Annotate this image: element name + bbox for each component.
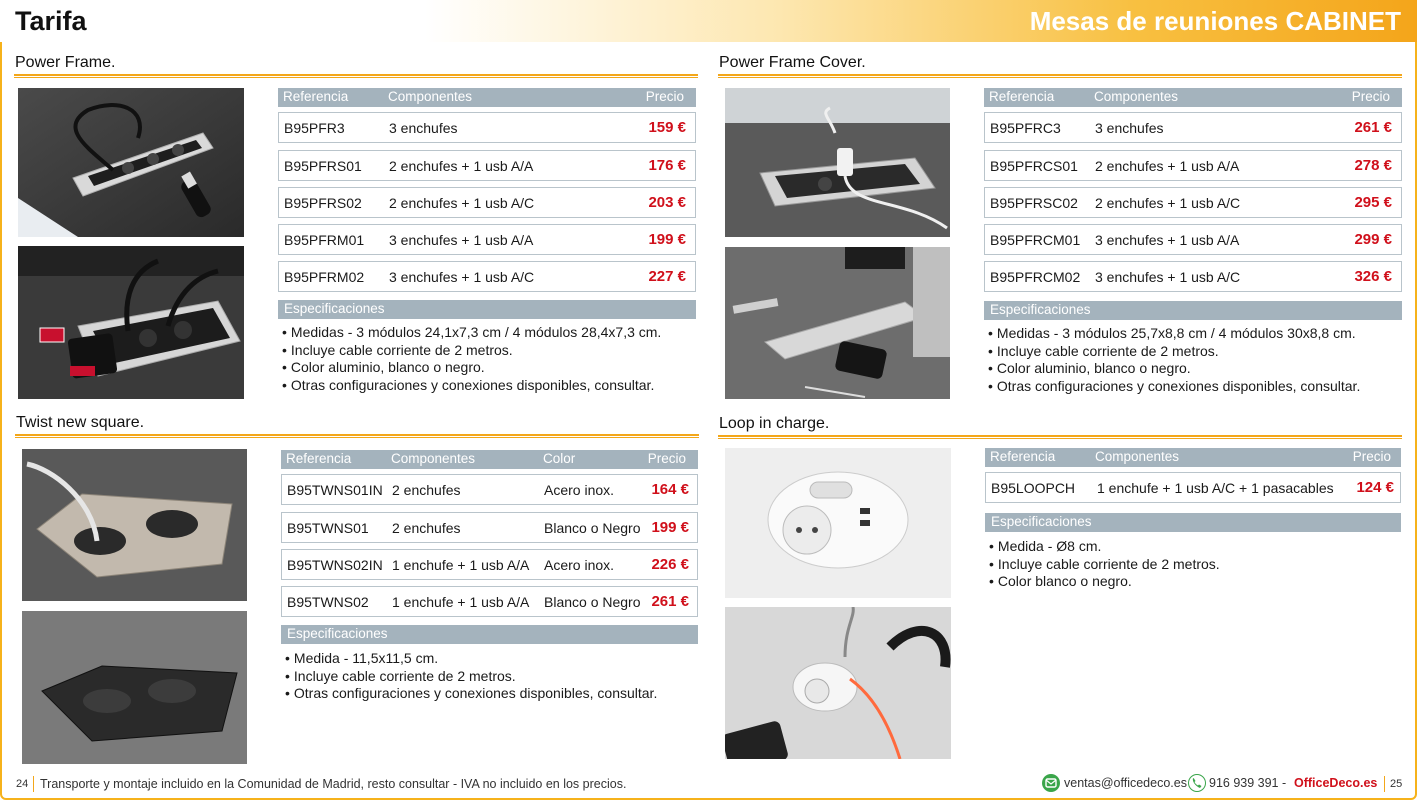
spec-list-twist (285, 650, 698, 703)
section-rule (14, 74, 698, 78)
spec-item: • Incluye cable corriente de 2 metros. (282, 342, 696, 360)
col-referencia: Referencia (283, 89, 349, 104)
spec-item: • Medida - Ø8 cm. (989, 538, 1401, 556)
row-color: Blanco o Negro (544, 594, 641, 610)
row-price: 227 € (648, 268, 686, 285)
row-ref: B95PFRCS01 (990, 158, 1078, 174)
spec-header-power-frame: Especificaciones (278, 300, 696, 319)
page-number-right: 25 (1390, 778, 1403, 790)
section-rule (718, 74, 1402, 78)
row-components: 3 enchufes + 1 usb A/A (389, 232, 534, 248)
product-photo-power-frame-2 (18, 246, 244, 399)
product-photo-loop-2 (725, 607, 951, 759)
spec-list-power-frame (282, 324, 696, 394)
footer-divider (33, 776, 34, 792)
table-row (984, 187, 1402, 218)
row-price: 199 € (651, 519, 689, 536)
spec-item: • Incluye cable corriente de 2 metros. (988, 343, 1402, 361)
page-title-left: Tarifa (15, 6, 87, 36)
row-components: 3 enchufes + 1 usb A/C (389, 269, 535, 285)
row-components: 3 enchufes + 1 usb A/C (1095, 269, 1241, 285)
row-ref: B95TWNS02 (287, 594, 369, 610)
section-rule (15, 434, 699, 438)
top-bar (0, 0, 1417, 42)
col-referencia: Referencia (990, 449, 1056, 464)
row-components: 2 enchufes (392, 482, 461, 498)
footer-brand[interactable]: OfficeDeco.es (1294, 776, 1378, 790)
row-components: 3 enchufes + 1 usb A/A (1095, 232, 1240, 248)
row-color: Blanco o Negro (544, 520, 641, 536)
row-color: Acero inox. (544, 482, 615, 498)
row-price: 164 € (651, 481, 689, 498)
row-components: 2 enchufes (392, 520, 461, 536)
row-ref: B95PFRM01 (284, 232, 365, 248)
spec-item: • Incluye cable corriente de 2 metros. (285, 668, 698, 686)
spec-list-power-frame-cover (988, 325, 1402, 395)
spec-item: • Medidas - 3 módulos 25,7x8,8 cm / 4 módulos 30x8,8 cm. (988, 325, 1402, 343)
col-referencia: Referencia (989, 89, 1055, 104)
row-ref: B95PFRSC02 (990, 195, 1078, 211)
spec-item: • Color aluminio, blanco o negro. (282, 359, 696, 377)
spec-item: • Medidas - 3 módulos 24,1x7,3 cm / 4 módulos 28,4x7,3 cm. (282, 324, 696, 342)
col-componentes: Componentes (1094, 89, 1179, 104)
table-row (278, 224, 696, 255)
row-price: 203 € (648, 194, 686, 211)
spec-item: • Color aluminio, blanco o negro. (988, 360, 1402, 378)
col-componentes: Componentes (388, 89, 473, 104)
col-precio: Precio (645, 89, 684, 104)
row-components: 2 enchufes + 1 usb A/C (389, 195, 535, 211)
product-photo-power-frame-1 (18, 88, 244, 237)
row-ref: B95PFRS01 (284, 158, 362, 174)
row-components: 3 enchufes (389, 120, 458, 136)
row-ref: B95TWNS02IN (287, 557, 383, 573)
row-ref: B95PFRC3 (990, 120, 1061, 136)
row-components: 2 enchufes + 1 usb A/C (1095, 195, 1241, 211)
table-row (278, 261, 696, 292)
table-row (278, 150, 696, 181)
section-title-loop-in-charge: Loop in charge. (719, 415, 830, 432)
row-components: 1 enchufe + 1 usb A/A (392, 557, 530, 573)
spec-list-loop (989, 538, 1401, 591)
table-row (281, 586, 698, 617)
row-price: 261 € (651, 593, 689, 610)
spec-item: • Color blanco o negro. (989, 573, 1401, 591)
section-title-power-frame: Power Frame. (15, 54, 116, 71)
whatsapp-icon (1042, 774, 1060, 792)
page-number-left: 24 (16, 778, 29, 790)
row-components: 2 enchufes + 1 usb A/A (1095, 158, 1240, 174)
spec-item: • Incluye cable corriente de 2 metros. (989, 556, 1401, 574)
row-ref: B95PFRCM01 (990, 232, 1081, 248)
section-title-twist-new-square: Twist new square. (16, 414, 145, 431)
spec-item: • Otras configuraciones y conexiones disponibles, consultar. (285, 685, 698, 703)
product-photo-power-frame-cover-1 (725, 88, 950, 237)
row-ref: B95PFR3 (284, 120, 345, 136)
row-price: 295 € (1354, 194, 1392, 211)
table-row (984, 224, 1402, 255)
row-ref: B95PFRM02 (284, 269, 365, 285)
table-row (984, 261, 1402, 292)
table-row (278, 187, 696, 218)
section-title-power-frame-cover: Power Frame Cover. (719, 54, 866, 71)
table-row (281, 474, 698, 505)
row-components: 1 enchufe + 1 usb A/C + 1 pasacables (1097, 480, 1334, 496)
col-referencia: Referencia (286, 451, 352, 466)
product-photo-power-frame-cover-2 (725, 247, 950, 399)
row-price: 199 € (648, 231, 686, 248)
phone-icon (1188, 774, 1206, 792)
col-componentes: Componentes (391, 451, 476, 466)
row-price: 299 € (1354, 231, 1392, 248)
row-color: Acero inox. (544, 557, 615, 573)
table-row (984, 112, 1402, 143)
footer-email[interactable]: ventas@officedeco.es (1064, 776, 1187, 790)
footer-divider (1384, 776, 1385, 792)
row-price: 159 € (648, 119, 686, 136)
col-precio: Precio (647, 451, 686, 466)
row-ref: B95PFRS02 (284, 195, 362, 211)
spec-header-power-frame-cover: Especificaciones (984, 301, 1402, 320)
row-ref: B95TWNS01IN (287, 482, 383, 498)
row-components: 2 enchufes + 1 usb A/A (389, 158, 534, 174)
row-price: 278 € (1354, 157, 1392, 174)
row-price: 326 € (1354, 268, 1392, 285)
table-row (281, 549, 698, 580)
table-header-twist (281, 450, 698, 469)
footer-note: Transporte y montaje incluido en la Comunidad de Madrid, resto consultar - IVA no incluido en los precios. (40, 777, 627, 791)
table-header-loop (985, 448, 1401, 467)
col-color: Color (543, 451, 576, 466)
row-components: 3 enchufes (1095, 120, 1164, 136)
table-row (985, 472, 1401, 503)
section-rule (718, 435, 1402, 439)
footer-dash: - (1282, 776, 1287, 790)
row-price: 124 € (1356, 479, 1394, 496)
table-header-power-frame (278, 88, 696, 107)
table-header-power-frame-cover (984, 88, 1402, 107)
table-row (278, 112, 696, 143)
product-photo-loop-1 (725, 448, 951, 598)
row-price: 261 € (1354, 119, 1392, 136)
spec-header-twist: Especificaciones (281, 625, 698, 644)
spec-item: • Otras configuraciones y conexiones disponibles, consultar. (282, 377, 696, 395)
page-title-right: Mesas de reuniones CABINET (1029, 6, 1401, 36)
col-precio: Precio (1351, 89, 1390, 104)
product-photo-twist-1 (22, 449, 247, 601)
product-photo-twist-2 (22, 611, 247, 764)
table-row (281, 512, 698, 543)
table-row (984, 150, 1402, 181)
spec-item: • Otras configuraciones y conexiones disponibles, consultar. (988, 378, 1402, 396)
col-precio: Precio (1352, 449, 1391, 464)
row-components: 1 enchufe + 1 usb A/A (392, 594, 530, 610)
row-price: 176 € (648, 157, 686, 174)
row-ref: B95LOOPCH (991, 480, 1076, 496)
row-price: 226 € (651, 556, 689, 573)
row-ref: B95TWNS01 (287, 520, 369, 536)
row-ref: B95PFRCM02 (990, 269, 1081, 285)
spec-header-loop: Especificaciones (985, 513, 1401, 532)
col-componentes: Componentes (1095, 449, 1180, 464)
spec-item: • Medida - 11,5x11,5 cm. (285, 650, 698, 668)
footer-phone[interactable]: 916 939 391 (1209, 776, 1279, 790)
